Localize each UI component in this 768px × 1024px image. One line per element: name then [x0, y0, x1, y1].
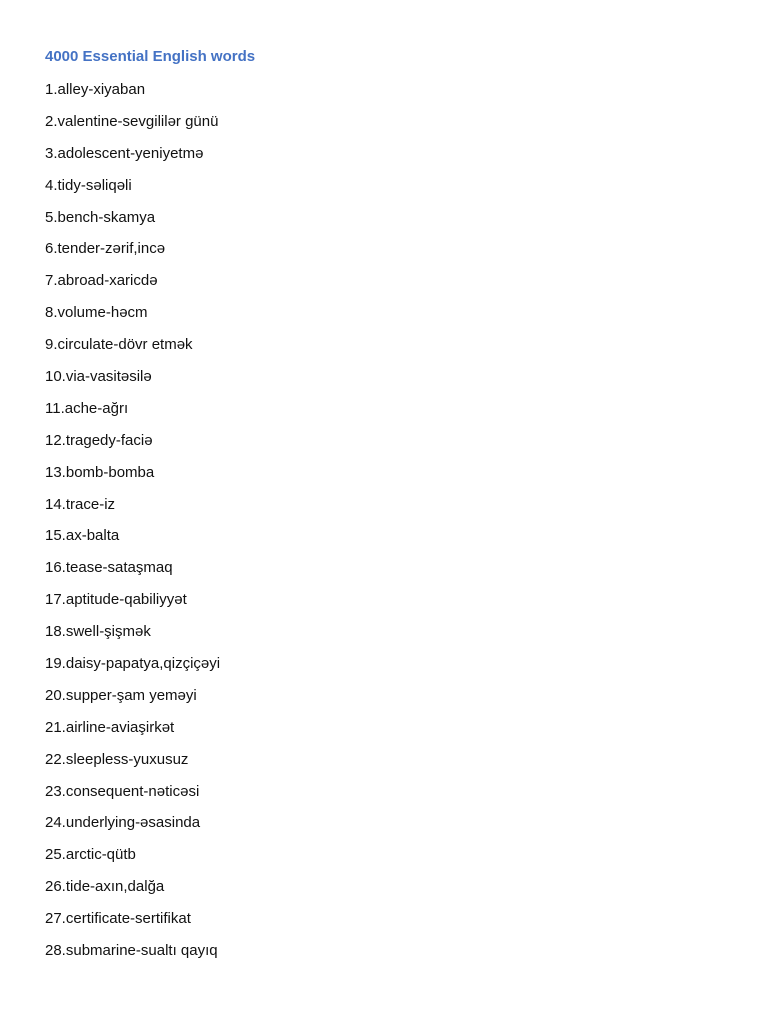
document-title: 4000 Essential English words: [45, 48, 256, 65]
list-item: 5.bench-skamya: [45, 208, 156, 226]
list-item: 17.aptitude-qabiliyyət: [45, 591, 187, 609]
list-item: 27.certificate-sertifikat: [45, 910, 191, 928]
list-item: 22.sleepless-yuxusuz: [45, 750, 189, 768]
list-item: 12.tragedy-faciə: [45, 431, 153, 449]
list-item: 23.consequent-nəticəsi: [45, 782, 200, 800]
list-item: 20.supper-şam yeməyi: [45, 686, 197, 704]
list-item: 15.ax-balta: [45, 527, 120, 545]
list-item: 19.daisy-papatya,qizçiçəyi: [45, 655, 221, 673]
list-item: 7.abroad-xaricdə: [45, 272, 158, 290]
list-item: 14.trace-iz: [45, 495, 116, 513]
list-item: 4.tidy-səliqəli: [45, 176, 132, 194]
list-item: 18.swell-şişmək: [45, 623, 151, 641]
list-item: 13.bomb-bomba: [45, 463, 155, 481]
list-item: 1.alley-xiyaban: [45, 81, 146, 98]
list-item: 11.ache-ağrı: [45, 399, 129, 417]
list-item: 26.tide-axın,dalğa: [45, 878, 165, 896]
list-item: 21.airline-aviaşirkət: [45, 718, 175, 736]
list-item: 9.circulate-dövr etmək: [45, 336, 193, 354]
list-item: 24.underlying-əsasinda: [45, 814, 201, 832]
list-item: 8.volume-həcm: [45, 304, 148, 322]
list-item: 10.via-vasitəsilə: [45, 368, 152, 386]
list-item: 2.valentine-sevgililər günü: [45, 112, 219, 130]
word-list: [45, 80, 220, 973]
list-item: 28.submarine-sualtı qayıq: [45, 942, 218, 960]
list-item: 3.adolescent-yeniyetmə: [45, 144, 204, 162]
list-item: 25.arctic-qütb: [45, 846, 136, 864]
list-item: 6.tender-zərif,incə: [45, 240, 166, 258]
list-item: 16.tease-sataşmaq: [45, 559, 173, 577]
